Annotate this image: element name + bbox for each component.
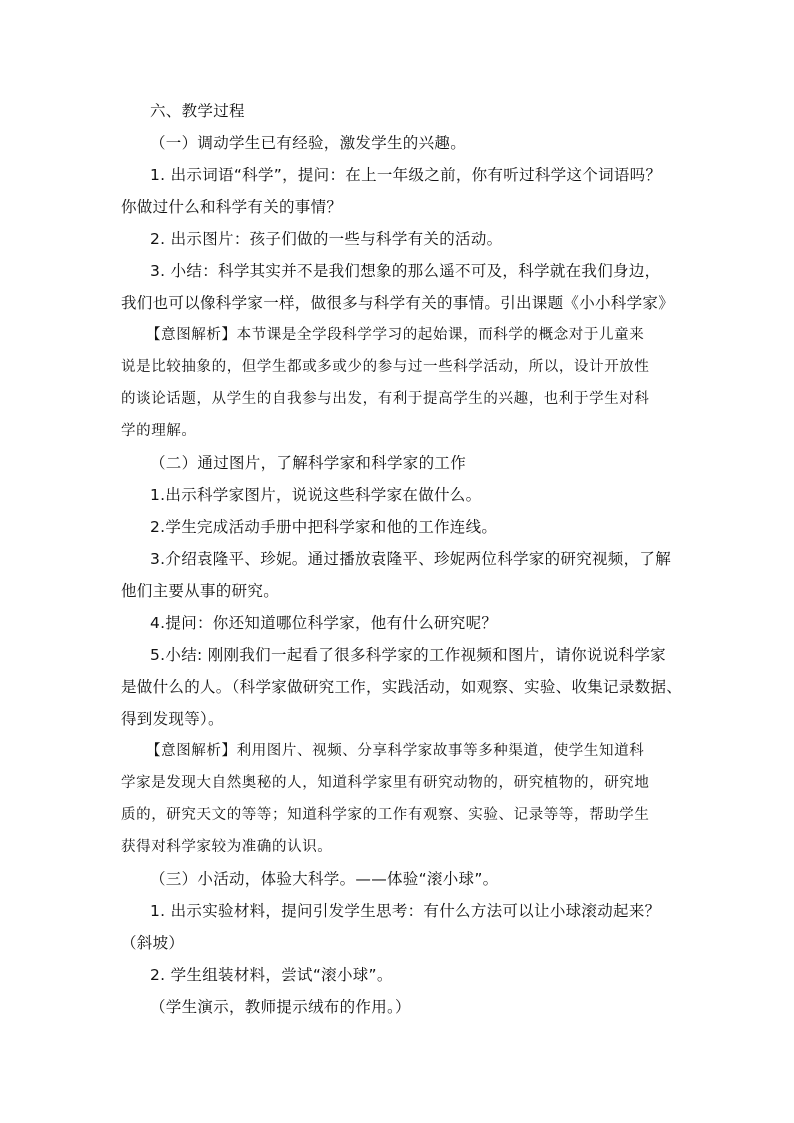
paragraph-line: 2. 学生组装材料，尝试“滚小球”。 [150,966,393,984]
paragraph-line: 1.出示科学家图片，说说这些科学家在做什么。 [150,486,482,504]
paragraph-line: 我们也可以像科学家一样，做很多与科学有关的事情。引出课题《小小科学家》 [121,294,675,312]
paragraph-line: 是做什么的人。（科学家做研究工作，实践活动，如观察、实验、收集记录数据、 [121,678,683,696]
intent-note-line: 学的理解。 [121,423,197,439]
paragraph-line: 5.小结: 刚刚我们一起看了很多科学家的工作视频和图片，请你说说科学家 [150,646,666,664]
intent-note-line: 获得对科学家较为准确的认识。 [121,839,333,855]
intent-note-line: 说是比较抽象的，但学生都或多或少的参与过一些科学活动，所以，设计开放性 [121,359,650,375]
paragraph-line: 1. 出示词语“科学”，提问：在上一年级之前，你有听过科学这个词语吗？ [150,166,662,184]
part1-title: （一）调动学生已有经验，激发学生的兴趣。 [150,134,467,152]
part2-title: （二）通过图片，了解科学家和科学家的工作 [150,454,467,472]
paragraph-line: 得到发现等）。 [121,710,224,728]
section-heading: 六、教学过程 [150,102,245,120]
paragraph-line: （学生演示，教师提示绒布的作用。） [150,998,411,1016]
paragraph-line: 1. 出示实验材料，提问引发学生思考：有什么方法可以让小球滚动起来？ [150,902,661,920]
paragraph-line: 你做过什么和科学有关的事情？ [121,198,343,216]
intent-note-line: 的谈论话题，从学生的自我参与出发，有利于提高学生的兴趣，也利于学生对科 [121,391,650,407]
intent-note-line: 学家是发现大自然奥秘的人，知道科学家里有研究动物的，研究植物的，研究地 [121,775,650,791]
intent-note-line: 【意图解析】利用图片、视频、分享科学家故事等多种渠道，使学生知道科 [146,743,645,759]
paragraph-line: 3.介绍袁隆平、珍妮。通过播放袁隆平、珍妮两位科学家的研究视频，了解 [150,550,671,568]
paragraph-line: 3. 小结：科学其实并不是我们想象的那么遥不可及，科学就在我们身边， [150,262,661,280]
intent-note-line: 质的，研究天文的等等；知道科学家的工作有观察、实验、记录等等，帮助学生 [121,807,650,823]
paragraph-line: 2.学生完成活动手册中把科学家和他的工作连线。 [150,518,498,536]
paragraph-line: 4.提问：你还知道哪位科学家，他有什么研究呢？ [150,614,498,632]
paragraph-line: （斜坡） [121,934,185,952]
part3-title: （三）小活动，体验大科学。——体验“滚小球”。 [150,870,499,888]
paragraph-line: 2. 出示图片：孩子们做的一些与科学有关的活动。 [150,230,503,248]
intent-note-line: 【意图解析】本节课是全学段科学学习的起始课，而科学的概念对于儿童来 [146,327,645,343]
paragraph-line: 他们主要从事的研究。 [121,582,280,600]
